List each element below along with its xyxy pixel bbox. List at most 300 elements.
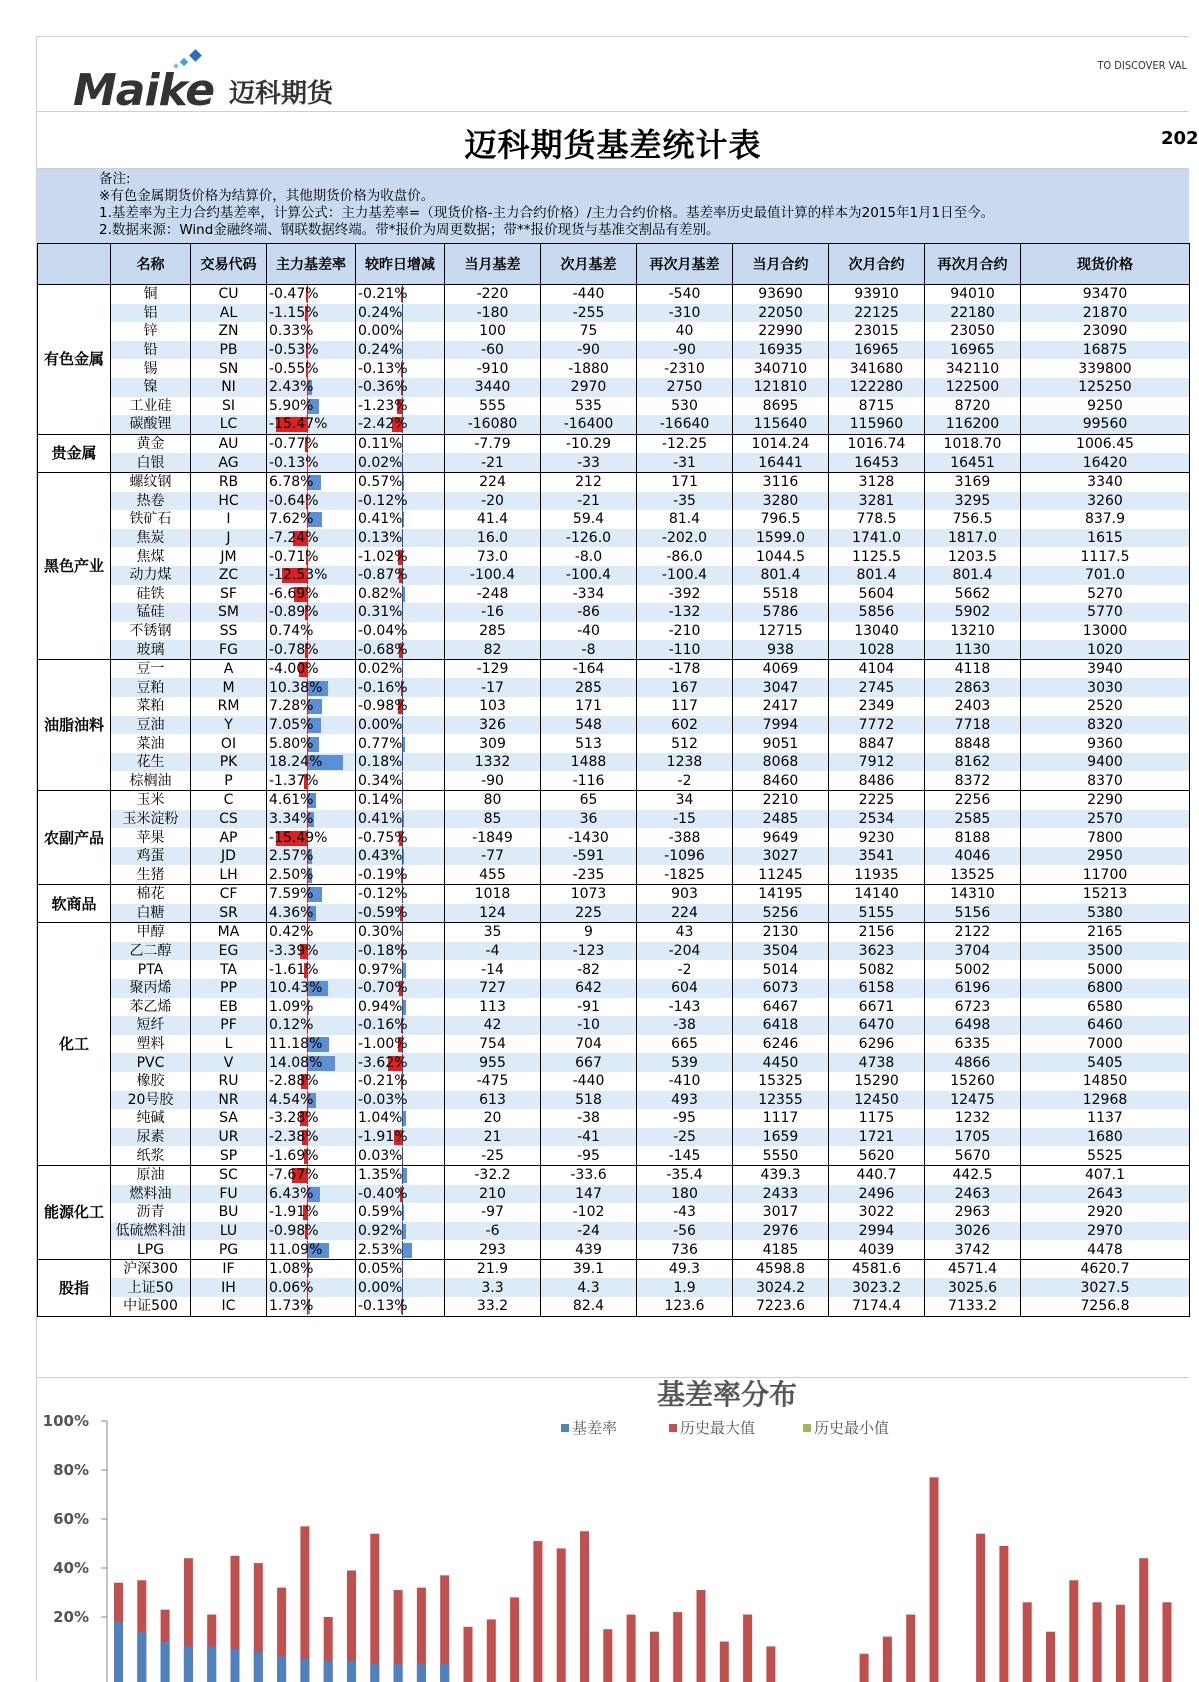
value-cell: -110: [637, 640, 733, 659]
value-cell: -310: [637, 304, 733, 323]
cell-value: 7.59%: [269, 885, 313, 903]
value-cell: 2920: [1021, 1203, 1190, 1222]
daily-change-cell: [356, 304, 445, 323]
value-cell: 39.1: [541, 1259, 637, 1278]
value-cell: -1880: [541, 359, 637, 378]
y-tick-label: 40%: [53, 1559, 89, 1577]
value-cell: -132: [637, 603, 733, 622]
product-name-cell: 玉米淀粉: [111, 810, 191, 829]
table-row: [38, 341, 1190, 360]
bar-max-value: [999, 1546, 1008, 1682]
value-cell: 93690: [733, 285, 829, 304]
value-cell: 16965: [829, 341, 925, 360]
bar-max-value: [1046, 1632, 1055, 1682]
value-cell: 115960: [829, 415, 925, 434]
table-row: [38, 1146, 1190, 1165]
product-name-cell: 白银: [111, 453, 191, 472]
bar-basis-rate: [370, 1664, 379, 1682]
daily-change-cell: [356, 492, 445, 511]
value-cell: 339800: [1021, 359, 1190, 378]
cell-value: -0.13%: [269, 454, 319, 472]
code-cell: V: [191, 1053, 267, 1072]
product-name-cell: 上证50: [111, 1278, 191, 1297]
value-cell: -41: [541, 1128, 637, 1147]
value-cell: 5518: [733, 585, 829, 604]
bar-max-value: [1069, 1580, 1078, 1682]
value-cell: -15: [637, 810, 733, 829]
header-category: [38, 244, 111, 285]
value-cell: -145: [637, 1146, 733, 1165]
daily-change-cell: [356, 734, 445, 753]
value-cell: 115640: [733, 415, 829, 434]
daily-change-cell: [356, 942, 445, 961]
value-cell: 2750: [637, 378, 733, 397]
code-cell: LH: [191, 865, 267, 884]
table-row: [38, 659, 1190, 678]
value-cell: 224: [637, 904, 733, 923]
table-row: [38, 415, 1190, 434]
cell-value: -12.53%: [269, 566, 327, 584]
value-cell: 3169: [925, 472, 1021, 491]
bar-basis-rate: [440, 1664, 449, 1682]
cell-value: 0.42%: [269, 923, 313, 941]
value-cell: -40: [541, 622, 637, 641]
cell-value: -0.89%: [269, 603, 319, 621]
code-cell: CF: [191, 885, 267, 904]
value-cell: 6460: [1021, 1016, 1190, 1035]
daily-change-cell: [356, 434, 445, 453]
value-cell: -6: [445, 1222, 541, 1241]
value-cell: 1.9: [637, 1278, 733, 1297]
value-cell: 4046: [925, 847, 1021, 866]
value-cell: -82: [541, 960, 637, 979]
code-cell: SA: [191, 1109, 267, 1128]
value-cell: 285: [445, 622, 541, 641]
value-cell: 11245: [733, 865, 829, 884]
value-cell: -8: [541, 640, 637, 659]
value-cell: -97: [445, 1203, 541, 1222]
value-cell: 3504: [733, 942, 829, 961]
cell-value: 0.94%: [358, 998, 402, 1016]
value-cell: -204: [637, 942, 733, 961]
cell-value: 0.00%: [358, 322, 402, 340]
value-cell: 6470: [829, 1016, 925, 1035]
value-cell: 8695: [733, 397, 829, 416]
value-cell: 171: [541, 697, 637, 716]
cell-value: -0.55%: [269, 360, 319, 378]
table-row: [38, 1278, 1190, 1297]
cell-value: 10.43%: [269, 979, 322, 997]
daily-change-cell: [356, 529, 445, 548]
category-cell: 能源化工: [38, 1165, 111, 1259]
product-name-cell: 热卷: [111, 492, 191, 511]
code-cell: SR: [191, 904, 267, 923]
table-row: [38, 285, 1190, 304]
value-cell: 2403: [925, 697, 1021, 716]
basis-rate-cell: [267, 904, 356, 923]
code-cell: TA: [191, 960, 267, 979]
cell-value: 0.43%: [358, 847, 402, 865]
value-cell: 7718: [925, 716, 1021, 735]
value-cell: 7912: [829, 753, 925, 772]
cell-value: -0.04%: [358, 622, 408, 640]
value-cell: 9051: [733, 734, 829, 753]
table-row: [38, 378, 1190, 397]
cell-value: 0.31%: [358, 603, 402, 621]
value-cell: 2463: [925, 1185, 1021, 1204]
value-cell: 801.4: [925, 566, 1021, 585]
bar-basis-rate: [207, 1646, 216, 1682]
value-cell: 2994: [829, 1222, 925, 1241]
value-cell: 5014: [733, 960, 829, 979]
daily-change-cell: [356, 472, 445, 491]
category-cell: 有色金属: [38, 285, 111, 435]
table-row: [38, 492, 1190, 511]
value-cell: 59.4: [541, 510, 637, 529]
bar-max-value: [1139, 1558, 1148, 1682]
product-name-cell: 中证500: [111, 1297, 191, 1316]
chart-svg: [37, 1378, 1189, 1682]
cell-value: 10.38%: [269, 679, 322, 697]
value-cell: -33.6: [541, 1165, 637, 1184]
value-cell: 3047: [733, 678, 829, 697]
code-cell: Y: [191, 716, 267, 735]
value-cell: 7256.8: [1021, 1297, 1190, 1316]
cell-value: 4.36%: [269, 904, 313, 922]
value-cell: 34: [637, 791, 733, 810]
value-cell: -100.4: [541, 566, 637, 585]
value-cell: 4039: [829, 1240, 925, 1259]
code-cell: OI: [191, 734, 267, 753]
bar-max-value: [697, 1590, 706, 1682]
bar-basis-rate: [161, 1642, 170, 1682]
bar-max-value: [720, 1642, 729, 1682]
value-cell: -16080: [445, 415, 541, 434]
value-cell: -14: [445, 960, 541, 979]
column-header: 名称: [111, 244, 191, 285]
value-cell: -440: [541, 285, 637, 304]
basis-rate-cell: [267, 397, 356, 416]
value-cell: -164: [541, 659, 637, 678]
value-cell: 1615: [1021, 529, 1190, 548]
table-row: [38, 791, 1190, 810]
value-cell: 5604: [829, 585, 925, 604]
code-cell: UR: [191, 1128, 267, 1147]
value-cell: 7133.2: [925, 1297, 1021, 1316]
column-header: 次月基差: [541, 244, 637, 285]
value-cell: 5082: [829, 960, 925, 979]
basis-rate-cell: [267, 566, 356, 585]
value-cell: 14850: [1021, 1072, 1190, 1091]
bar-max-value: [673, 1612, 682, 1682]
value-cell: -100.4: [637, 566, 733, 585]
daily-change-cell: [356, 1165, 445, 1184]
basis-rate-cell: [267, 378, 356, 397]
value-cell: 2485: [733, 810, 829, 829]
value-cell: -10: [541, 1016, 637, 1035]
product-name-cell: 原油: [111, 1165, 191, 1184]
value-cell: 1680: [1021, 1128, 1190, 1147]
bar-max-value: [580, 1531, 589, 1682]
table-body: [38, 285, 1190, 1317]
bar-basis-rate: [114, 1622, 123, 1682]
table-row: [38, 640, 1190, 659]
cell-value: -0.59%: [358, 904, 408, 922]
value-cell: -4: [445, 942, 541, 961]
daily-change-cell: [356, 378, 445, 397]
value-cell: 5380: [1021, 904, 1190, 923]
bar-max-value: [487, 1619, 496, 1682]
basis-rate-cell: [267, 1053, 356, 1072]
value-cell: -20: [445, 492, 541, 511]
cell-value: -15.49%: [269, 829, 327, 847]
bar-max-value: [557, 1548, 566, 1682]
cell-value: 0.57%: [358, 473, 402, 491]
value-cell: 12450: [829, 1091, 925, 1110]
value-cell: 5270: [1021, 585, 1190, 604]
report-header: [37, 37, 1189, 112]
basis-rate-cell: [267, 1185, 356, 1204]
value-cell: 16453: [829, 453, 925, 472]
value-cell: 12715: [733, 622, 829, 641]
value-cell: 5856: [829, 603, 925, 622]
value-cell: 3017: [733, 1203, 829, 1222]
cell-value: 11.09%: [269, 1241, 322, 1259]
value-cell: 341680: [829, 359, 925, 378]
value-cell: 73.0: [445, 547, 541, 566]
value-cell: 4.3: [541, 1278, 637, 1297]
cell-value: -0.47%: [269, 285, 319, 303]
cell-value: 0.18%: [358, 753, 402, 771]
cell-value: 0.41%: [358, 510, 402, 528]
cell-value: -3.39%: [269, 942, 319, 960]
basis-rate-cell: [267, 1091, 356, 1110]
product-name-cell: 锡: [111, 359, 191, 378]
legend-label: 历史最大值: [680, 1419, 755, 1437]
column-header: 次月合约: [829, 244, 925, 285]
cell-value: -0.64%: [269, 492, 319, 510]
bar-max-value: [627, 1615, 636, 1682]
value-cell: 6158: [829, 979, 925, 998]
table-row: [38, 771, 1190, 790]
code-cell: AP: [191, 828, 267, 847]
table-row: [38, 304, 1190, 323]
basis-rate-cell: [267, 697, 356, 716]
value-cell: 903: [637, 885, 733, 904]
value-cell: 3340: [1021, 472, 1190, 491]
daily-change-cell: [356, 510, 445, 529]
cell-value: 0.02%: [358, 454, 402, 472]
bar-max-value: [650, 1632, 659, 1682]
cell-value: 0.03%: [358, 1147, 402, 1165]
cell-value: -0.19%: [358, 866, 408, 884]
value-cell: 14310: [925, 885, 1021, 904]
value-cell: 124: [445, 904, 541, 923]
code-cell: AG: [191, 453, 267, 472]
value-cell: 754: [445, 1035, 541, 1054]
value-cell: -210: [637, 622, 733, 641]
value-cell: 6467: [733, 998, 829, 1017]
value-cell: 5550: [733, 1146, 829, 1165]
value-cell: 13000: [1021, 622, 1190, 641]
daily-change-cell: [356, 1035, 445, 1054]
basis-rate-cell: [267, 492, 356, 511]
value-cell: 3704: [925, 942, 1021, 961]
basis-rate-cell: [267, 1203, 356, 1222]
notes-heading: 备注:: [99, 171, 131, 188]
product-name-cell: 20号胶: [111, 1091, 191, 1110]
value-cell: 20: [445, 1109, 541, 1128]
value-cell: 22050: [733, 304, 829, 323]
code-cell: AL: [191, 304, 267, 323]
table-row: [38, 585, 1190, 604]
product-name-cell: 铜: [111, 285, 191, 304]
daily-change-cell: [356, 904, 445, 923]
value-cell: 1488: [541, 753, 637, 772]
bar-basis-rate: [184, 1646, 193, 1682]
daily-change-cell: [356, 865, 445, 884]
cell-value: -1.91%: [358, 1128, 408, 1146]
cell-value: 1.09%: [269, 998, 313, 1016]
value-cell: 1016.74: [829, 434, 925, 453]
cell-value: -4.00%: [269, 660, 319, 678]
cell-value: -1.15%: [269, 304, 319, 322]
value-cell: -10.29: [541, 434, 637, 453]
basis-table: [37, 243, 1190, 1317]
value-cell: 123.6: [637, 1297, 733, 1316]
product-name-cell: 豆油: [111, 716, 191, 735]
value-cell: 1659: [733, 1128, 829, 1147]
daily-change-cell: [356, 1185, 445, 1204]
category-cell: 黑色产业: [38, 472, 111, 659]
bar-max-value: [1163, 1602, 1172, 1682]
value-cell: 1028: [829, 640, 925, 659]
basis-rate-cell: [267, 960, 356, 979]
value-cell: 1018.70: [925, 434, 1021, 453]
value-cell: 3295: [925, 492, 1021, 511]
cell-value: -0.12%: [358, 492, 408, 510]
code-cell: PB: [191, 341, 267, 360]
value-cell: 6335: [925, 1035, 1021, 1054]
value-cell: 4450: [733, 1053, 829, 1072]
daily-change-cell: [356, 1072, 445, 1091]
daily-change-cell: [356, 1278, 445, 1297]
code-cell: L: [191, 1035, 267, 1054]
cell-value: 4.61%: [269, 791, 313, 809]
value-cell: 23015: [829, 322, 925, 341]
table-row: [38, 453, 1190, 472]
basis-rate-cell: [267, 847, 356, 866]
value-cell: -32.2: [445, 1165, 541, 1184]
cell-value: 0.02%: [358, 660, 402, 678]
code-cell: LC: [191, 415, 267, 434]
value-cell: -2310: [637, 359, 733, 378]
table-row: [38, 547, 1190, 566]
basis-rate-cell: [267, 510, 356, 529]
product-name-cell: 玉米: [111, 791, 191, 810]
daily-change-cell: [356, 1222, 445, 1241]
product-name-cell: 不锈钢: [111, 622, 191, 641]
daily-change-cell: [356, 1203, 445, 1222]
value-cell: 3030: [1021, 678, 1190, 697]
value-cell: 2130: [733, 923, 829, 942]
y-tick-label: 100%: [43, 1412, 89, 1430]
cell-value: 0.11%: [358, 435, 402, 453]
value-cell: 3280: [733, 492, 829, 511]
cell-value: -0.70%: [358, 979, 408, 997]
value-cell: 6800: [1021, 979, 1190, 998]
cell-value: 0.00%: [358, 716, 402, 734]
notes-panel: [37, 169, 1189, 243]
value-cell: 3027: [733, 847, 829, 866]
basis-rate-cell: [267, 453, 356, 472]
table-row: [38, 885, 1190, 904]
code-cell: EG: [191, 942, 267, 961]
cell-value: 2.43%: [269, 378, 313, 396]
basis-rate-cell: [267, 304, 356, 323]
value-cell: -8.0: [541, 547, 637, 566]
value-cell: -21: [445, 453, 541, 472]
value-cell: 16441: [733, 453, 829, 472]
value-cell: 117: [637, 697, 733, 716]
code-cell: P: [191, 771, 267, 790]
cell-value: -7.24%: [269, 529, 319, 547]
logo-chinese-name: 迈科期货: [229, 73, 333, 110]
value-cell: 5002: [925, 960, 1021, 979]
daily-change-cell: [356, 753, 445, 772]
value-cell: 23090: [1021, 322, 1190, 341]
value-cell: 22180: [925, 304, 1021, 323]
table-row: [38, 1016, 1190, 1035]
basis-rate-cell: [267, 585, 356, 604]
value-cell: -910: [445, 359, 541, 378]
category-cell: 油脂油料: [38, 659, 111, 790]
basis-rate-cell: [267, 923, 356, 942]
value-cell: 2534: [829, 810, 925, 829]
cell-value: 0.59%: [358, 1203, 402, 1221]
code-cell: ZC: [191, 566, 267, 585]
value-cell: 2122: [925, 923, 1021, 942]
basis-rate-cell: [267, 1016, 356, 1035]
value-cell: 342110: [925, 359, 1021, 378]
product-name-cell: 棉花: [111, 885, 191, 904]
value-cell: 2225: [829, 791, 925, 810]
product-name-cell: 铅: [111, 341, 191, 360]
value-cell: 8715: [829, 397, 925, 416]
value-cell: 6498: [925, 1016, 1021, 1035]
value-cell: 1137: [1021, 1109, 1190, 1128]
basis-rate-cell: [267, 734, 356, 753]
product-name-cell: 乙二醇: [111, 942, 191, 961]
daily-change-cell: [356, 1016, 445, 1035]
code-cell: ZN: [191, 322, 267, 341]
bar-basis-rate: [254, 1651, 263, 1682]
value-cell: 4185: [733, 1240, 829, 1259]
value-cell: 727: [445, 979, 541, 998]
bar-max-value: [1116, 1605, 1125, 1682]
value-cell: 81.4: [637, 510, 733, 529]
value-cell: 6418: [733, 1016, 829, 1035]
daily-change-cell: [356, 341, 445, 360]
value-cell: 8848: [925, 734, 1021, 753]
value-cell: -180: [445, 304, 541, 323]
product-name-cell: 苹果: [111, 828, 191, 847]
value-cell: 439: [541, 1240, 637, 1259]
value-cell: -388: [637, 828, 733, 847]
cell-value: 0.97%: [358, 961, 402, 979]
value-cell: 3025.6: [925, 1278, 1021, 1297]
value-cell: -1430: [541, 828, 637, 847]
